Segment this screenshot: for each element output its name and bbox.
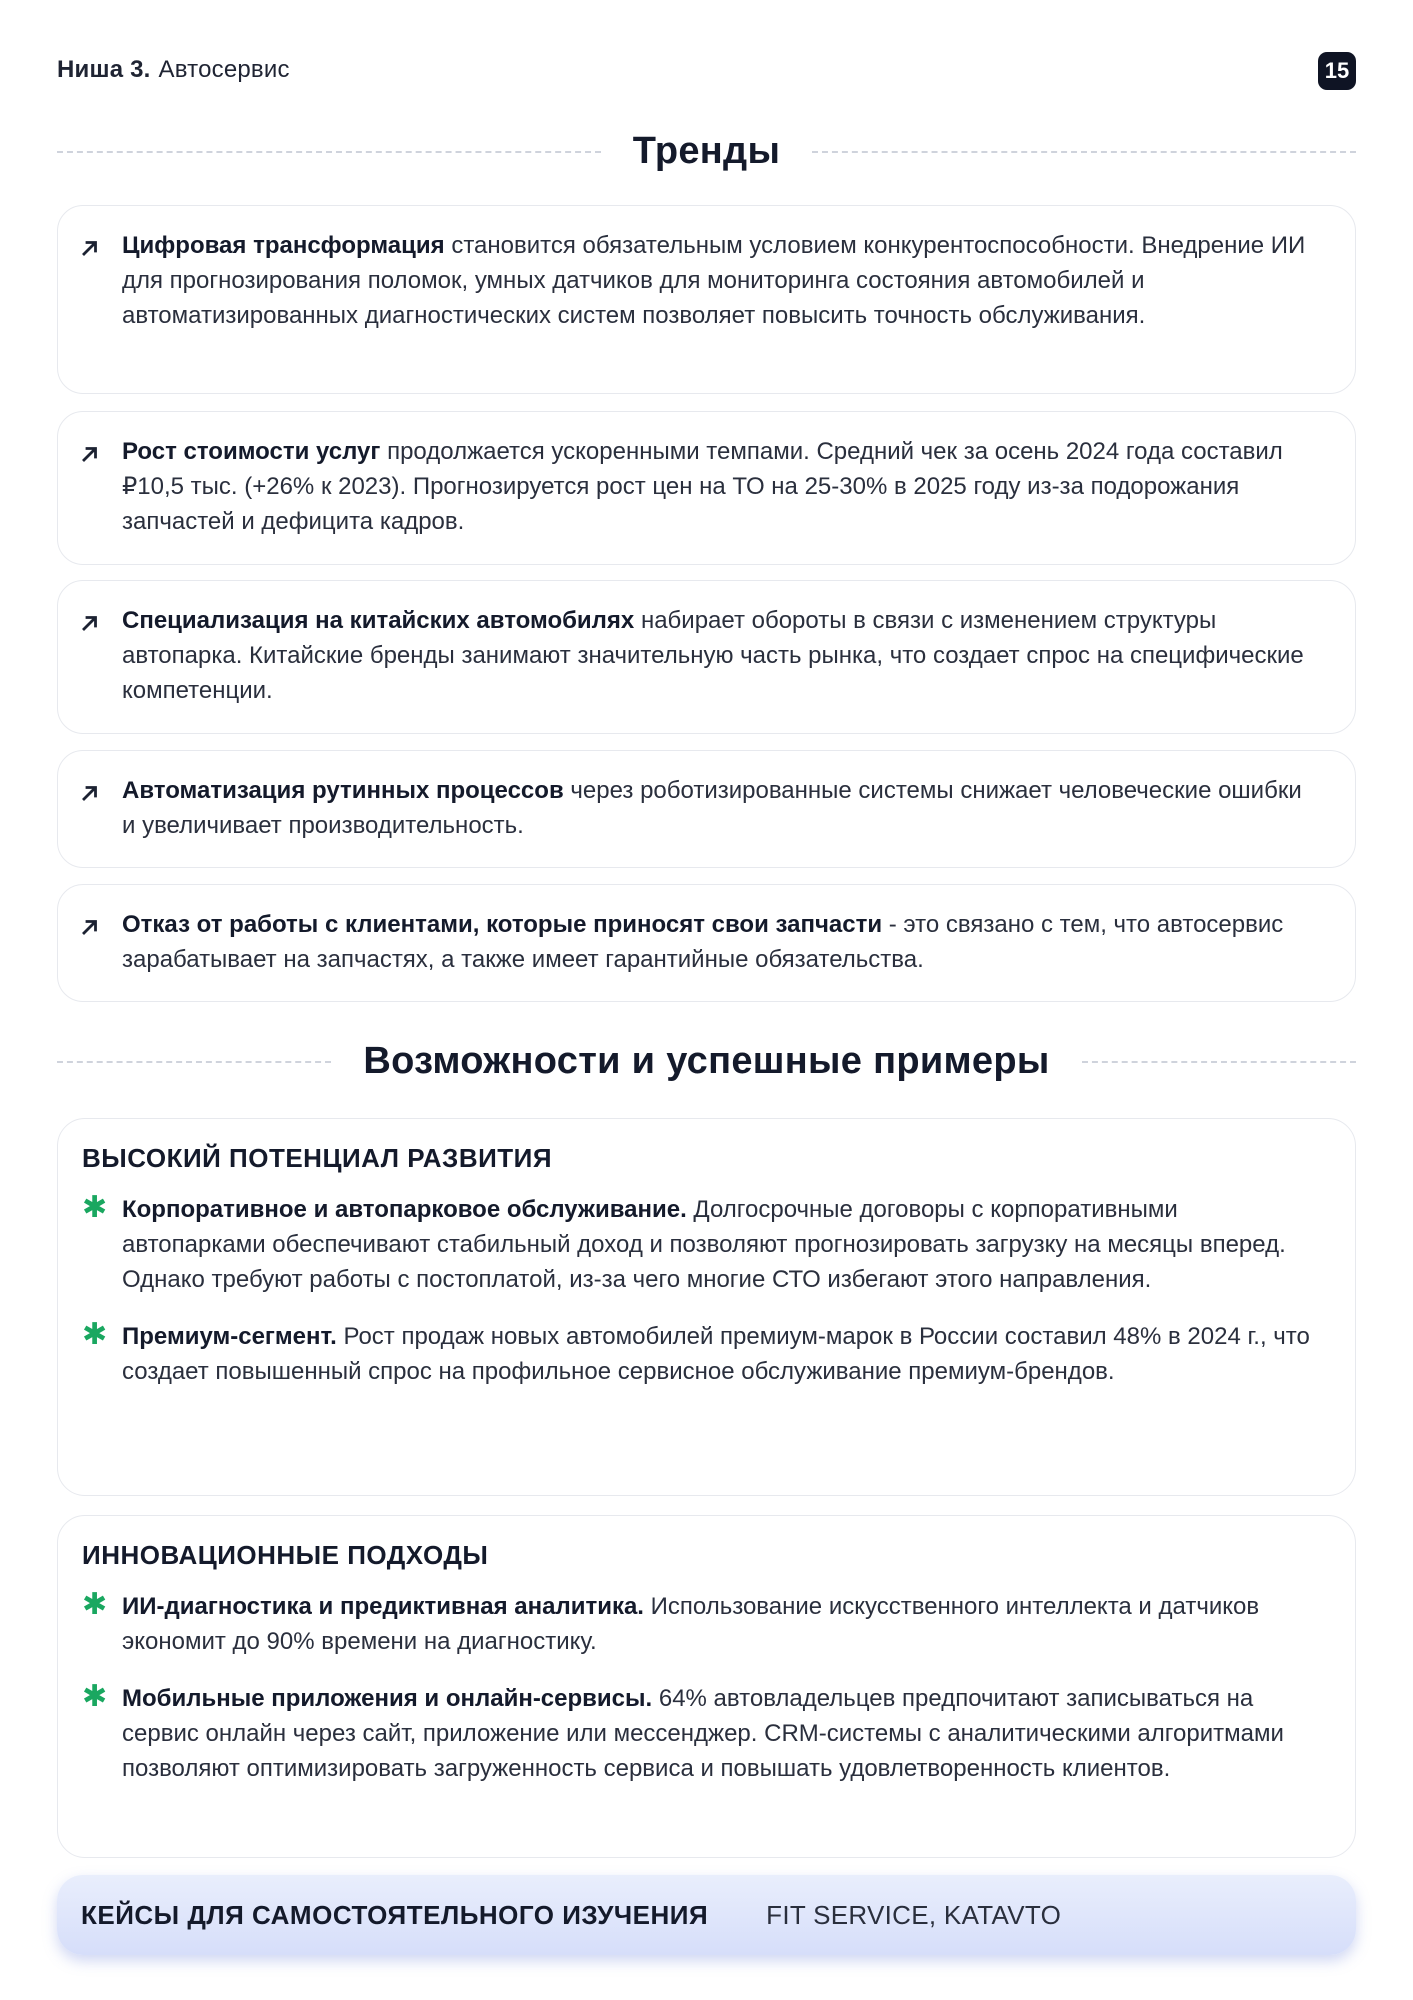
trend-card [57,411,1356,565]
trend-body: становится обязательным условием конкурентоспособности. Внедрение ИИ для прогнозирования поломок, умных датчиков для мониторинга состояния автомобилей и автоматизированных диагностических систем позволяет повысить точность обслуживания. [122,232,1306,329]
arrow-up-right-icon [78,442,102,466]
trend-card [57,884,1356,1002]
asterisk-icon: ✱ [82,1318,108,1351]
opportunity-card [57,1118,1356,1496]
divider-right [1082,1061,1356,1063]
arrow-up-right-icon [78,611,102,635]
niche-name: Автосервис [158,56,290,83]
trend-body: набирает обороты в связи с изменением структуры автопарка. Китайские бренды занимают значительную часть рынка, что создает спрос на специфические компетенции. [122,607,1304,704]
trend-bold: Отказ от работы с клиентами, которые приносят свои запчасти [122,911,883,938]
trend-text [122,434,1315,539]
trends-title: Тренды [632,130,781,172]
arrow-up-right-icon [78,236,102,260]
trend-card [57,205,1356,394]
opportunity-card [57,1515,1356,1858]
niche-heading [57,56,290,84]
trend-bold: Автоматизация рутинных процессов [122,777,564,804]
opportunity-body: Рост продаж новых автомобилей премиум-марок в России составил 48% в 2024 г., что создает повышенный спрос на профильное сервисное обслуживание премиум-брендов. [122,1323,1310,1385]
opportunity-heading: ИННОВАЦИОННЫЕ ПОДХОДЫ [82,1540,489,1570]
opportunities-title-row [57,1040,1356,1083]
cases-label: КЕЙСЫ ДЛЯ САМОСТОЯТЕЛЬНОГО ИЗУЧЕНИЯ [81,1899,709,1930]
opportunity-bold: Мобильные приложения и онлайн-сервисы. [122,1685,653,1712]
page-number-badge: 15 [1318,52,1356,90]
trend-card [57,580,1356,734]
asterisk-icon: ✱ [82,1191,108,1224]
opportunity-body: 64% автовладельцев предпочитают записываться на сервис онлайн через сайт, приложение или мессенджер. CRM-системы с аналитическими алгоритмами позволяют оптимизировать загруженность сервиса и повышать удовлетворенность клиентов. [122,1685,1284,1782]
niche-label: Ниша 3. [57,56,151,83]
trend-text [122,603,1315,708]
divider-left [57,151,601,153]
trend-text [122,907,1315,977]
trend-text [122,228,1315,333]
trend-body: - это связано с тем, что автосервис зарабатывает на запчастях, а также имеет гарантийные обязательства. [122,911,1284,973]
opportunity-bold: Премиум-сегмент. [122,1323,337,1350]
trend-bold: Рост стоимости услуг [122,438,381,465]
opportunity-body: Долгосрочные договоры с корпоративными автопарками обеспечивают стабильный доход и позволяют прогнозировать загрузку на месяцы вперед. Однако требуют работы с постоплатой, из-за чего многие СТО избегают этого направления. [122,1196,1286,1293]
page-header [57,52,1356,88]
trend-card [57,750,1356,868]
opportunity-bold: Корпоративное и автопарковое обслуживание. [122,1196,687,1223]
opportunity-body: Использование искусственного интеллекта и датчиков экономит до 90% времени на диагностику. [122,1593,1260,1655]
opportunities-title: Возможности и успешные примеры [363,1040,1050,1082]
asterisk-icon: ✱ [82,1588,108,1621]
opportunity-heading: ВЫСОКИЙ ПОТЕНЦИАЛ РАЗВИТИЯ [82,1143,553,1173]
opportunity-item [82,1192,1315,1297]
arrow-up-right-icon [78,915,102,939]
cases-banner [57,1875,1356,1955]
divider-right [812,151,1356,153]
opportunity-item [82,1681,1315,1786]
trend-bold: Цифровая трансформация [122,232,445,259]
opportunity-bold: ИИ-диагностика и предиктивная аналитика. [122,1593,644,1620]
cases-value: FIT SERVICE, KATAVTO [766,1899,1062,1930]
trend-body: продолжается ускоренными темпами. Средний чек за осень 2024 года составил ₽10,5 тыс. (+26% к 2023). Прогнозируется рост цен на ТО на 25-30% в 2025 году из-за подорожания запчастей и дефицита кадров. [122,438,1283,535]
asterisk-icon: ✱ [82,1680,108,1713]
trend-text [122,773,1315,843]
opportunity-item [82,1319,1315,1389]
arrow-up-right-icon [78,781,102,805]
divider-left [57,1061,331,1063]
trend-bold: Специализация на китайских автомобилях [122,607,635,634]
trend-body: через роботизированные системы снижает человеческие ошибки и увеличивает производительность. [122,777,1302,839]
trends-title-row [57,130,1356,173]
opportunity-item [82,1589,1315,1659]
